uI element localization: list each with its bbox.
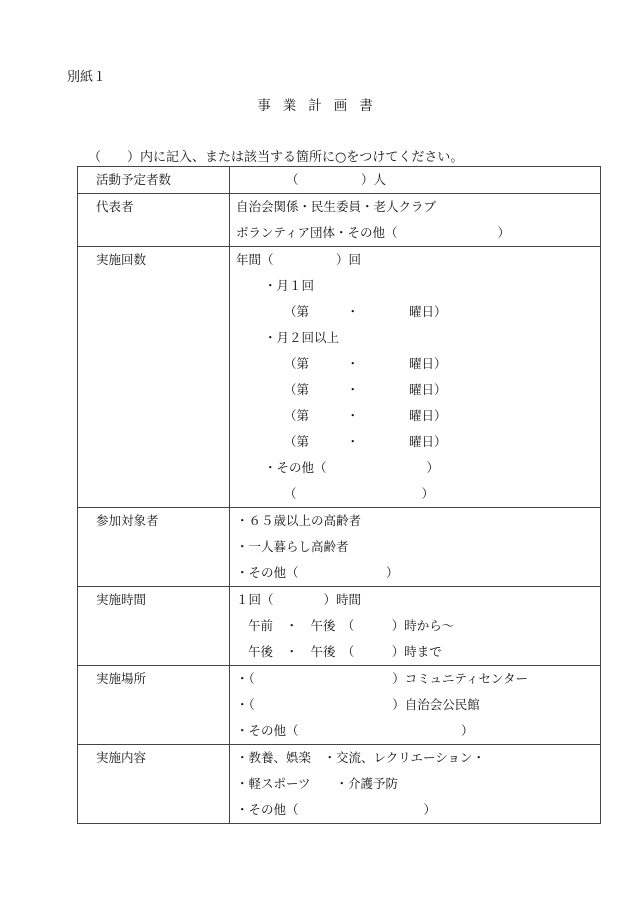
frequency-option-monthly-twice[interactable]: ・月２回以上 — [264, 330, 340, 345]
row-location — [78, 666, 601, 745]
weekday-field[interactable]: （第 ・ 曜日） — [284, 408, 447, 423]
location-option-community-center[interactable]: ・（ ）コミュニティセンター — [236, 671, 529, 686]
start-time-field[interactable]: 午前 ・ 午後 （ ）時から～ — [248, 618, 455, 633]
frequency-other-field[interactable]: （ ） — [284, 486, 435, 501]
label-cell — [78, 247, 230, 508]
row-target-participants — [78, 508, 601, 587]
label-cell — [78, 666, 230, 745]
label-cell — [78, 167, 230, 194]
frequency-option-other[interactable]: ・その他（ ） — [264, 460, 440, 475]
row-label: 実施内容 — [96, 750, 147, 765]
row-label: 実施時間 — [96, 592, 147, 607]
duration-field[interactable]: １回（ ）時間 — [236, 592, 362, 607]
target-option-living-alone[interactable]: ・一人暮らし高齢者 — [236, 539, 349, 554]
representative-option-line[interactable]: 自治会関係・民生委員・老人クラブ — [236, 199, 437, 214]
row-label: 実施回数 — [96, 252, 147, 267]
label-cell — [78, 745, 230, 824]
row-time — [78, 587, 601, 666]
frequency-option-monthly-once[interactable]: ・月１回 — [264, 278, 315, 293]
instruction-text: （ ）内に記入、または該当する箇所に○をつけてください。 — [88, 150, 464, 165]
content-option-line[interactable]: ・教養、娯楽 ・交流、レクリエーション・ — [236, 750, 486, 765]
row-representative — [78, 194, 601, 247]
label-cell — [78, 194, 230, 247]
participants-count-field[interactable]: （ ）人 — [286, 172, 387, 187]
row-frequency — [78, 247, 601, 508]
value-cell — [230, 745, 601, 824]
value-cell — [230, 587, 601, 666]
target-option-elderly-65[interactable]: ・６５歳以上の高齢者 — [236, 513, 362, 528]
row-activity-content — [78, 745, 601, 824]
content-option-other[interactable]: ・その他（ ） — [236, 802, 437, 817]
row-label: 参加対象者 — [96, 513, 159, 528]
value-cell — [230, 167, 601, 194]
row-participants-count — [78, 167, 601, 194]
weekday-field[interactable]: （第 ・ 曜日） — [284, 304, 447, 319]
value-cell — [230, 194, 601, 247]
value-cell — [230, 247, 601, 508]
frequency-yearly-field[interactable]: 年間（ ）回 — [236, 252, 362, 267]
document-title: 事業計画書 — [257, 98, 385, 114]
label-cell — [78, 587, 230, 666]
weekday-field[interactable]: （第 ・ 曜日） — [284, 382, 447, 397]
location-option-other[interactable]: ・その他（ ） — [236, 723, 474, 738]
end-time-field[interactable]: 午後 ・ 午後 （ ）時まで — [248, 644, 442, 659]
location-option-public-hall[interactable]: ・（ ）自治会公民館 — [236, 697, 480, 712]
target-option-other[interactable]: ・その他（ ） — [236, 565, 399, 580]
content-option-line[interactable]: ・軽スポーツ ・介護予防 — [236, 776, 399, 791]
row-label: 実施場所 — [96, 671, 147, 686]
plan-form-table — [77, 166, 601, 824]
representative-option-line[interactable]: ボランティア団体・その他（ ） — [236, 225, 511, 240]
weekday-field[interactable]: （第 ・ 曜日） — [284, 356, 447, 371]
value-cell — [230, 508, 601, 587]
row-label: 代表者 — [96, 199, 134, 214]
attachment-label: 別紙１ — [67, 70, 107, 85]
value-cell — [230, 666, 601, 745]
label-cell — [78, 508, 230, 587]
row-label: 活動予定者数 — [96, 172, 172, 187]
weekday-field[interactable]: （第 ・ 曜日） — [284, 434, 447, 449]
